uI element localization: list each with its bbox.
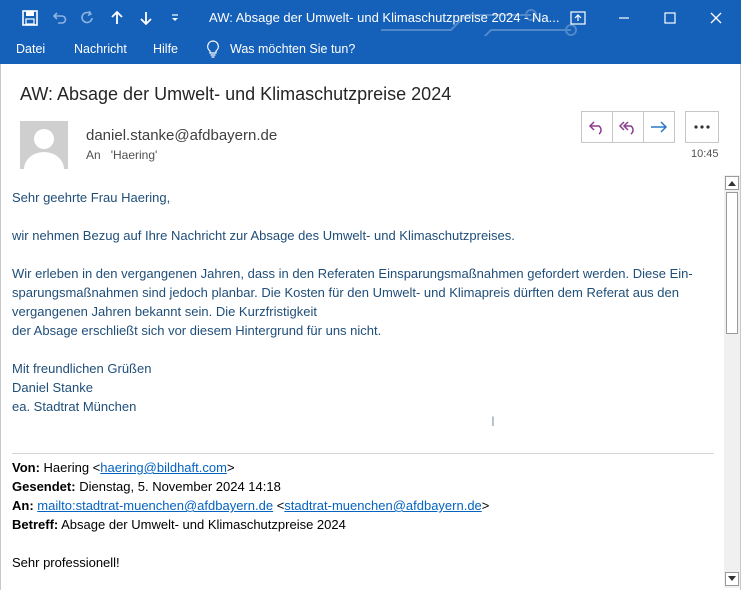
close-icon[interactable] (693, 0, 739, 36)
tell-me-label: Was möchten Sie tun? (230, 42, 356, 56)
recipient-name[interactable]: 'Haering' (110, 148, 158, 162)
redo-icon[interactable] (74, 0, 102, 36)
lightbulb-icon (206, 40, 220, 58)
minimize-icon[interactable] (601, 0, 647, 36)
to-label: An (86, 148, 101, 162)
message-subject: AW: Absage der Umwelt- und Klimaschutzpreise 2024 (20, 84, 452, 104)
save-icon[interactable] (16, 0, 44, 36)
paragraph-2-line: der Absage erschließt sich vor diesem Hintergrund für uns nicht. (12, 323, 382, 338)
vertical-scrollbar[interactable] (724, 175, 740, 588)
signature-title: ea. Stadtrat München (12, 399, 137, 414)
window-title: AW: Absage der Umwelt- und Klimaschutzpreise 2024 - Na... (209, 10, 560, 25)
message-time: 10:45 (691, 148, 719, 160)
recipient-line (86, 148, 157, 162)
menu-bar (0, 36, 741, 64)
forward-button[interactable] (643, 111, 675, 143)
paragraph-2-line: Wir erleben in den vergangenen Jahren, dass in den Referaten Einsparungsmaßnahmen gefordert werden. Diese Ein- (12, 266, 693, 281)
forward-icon (649, 119, 669, 135)
paragraph-2-line: vergangenen Jahren bekannt sein. Die Kurzfristigkeit (12, 304, 317, 319)
menu-datei[interactable]: Datei (16, 42, 46, 56)
quoted-from: Von: Haering <haering@bildhaft.com> (12, 460, 235, 475)
scroll-thumb[interactable] (726, 192, 738, 334)
customize-toolbar-icon[interactable] (161, 0, 189, 36)
scroll-down-icon[interactable] (725, 572, 739, 586)
quoted-header (12, 458, 489, 572)
quoted-subject: Betreff: Absage der Umwelt- und Klimaschutzpreise 2024 (12, 517, 346, 532)
sender-address[interactable]: daniel.stanke@afdbayern.de (86, 127, 278, 144)
undo-icon[interactable] (45, 0, 73, 36)
more-actions-button[interactable] (685, 111, 719, 143)
reading-pane (0, 64, 741, 590)
quote-divider (12, 453, 714, 454)
quoted-to: An: mailto:stadtrat-muenchen@afdbayern.de <stadtrat-muenchen@afdbayern.de> (12, 498, 490, 513)
person-icon (20, 121, 68, 169)
maximize-icon[interactable] (647, 0, 693, 36)
tell-me-box[interactable] (206, 40, 355, 58)
arrow-down-icon[interactable] (132, 0, 160, 36)
menu-hilfe[interactable]: Hilfe (153, 42, 179, 56)
reply-button[interactable] (581, 111, 613, 143)
scroll-up-icon[interactable] (725, 176, 739, 190)
ellipsis-icon (694, 125, 710, 129)
quoted-from-email[interactable]: haering@bildhaft.com (100, 460, 227, 475)
message-body (12, 188, 718, 416)
restore-ribbon-icon[interactable] (555, 0, 601, 36)
arrow-up-icon[interactable] (103, 0, 131, 36)
closing: Mit freundlichen Grüßen (12, 361, 152, 376)
reply-icon (587, 119, 607, 135)
quoted-first-line: Sehr professionell! (12, 555, 120, 570)
paragraph-1: wir nehmen Bezug auf Ihre Nachricht zur Absage des Umwelt- und Klimaschutzpreises. (12, 228, 515, 243)
greeting: Sehr geehrte Frau Haering, (12, 190, 171, 205)
text-cursor-icon: I (491, 413, 495, 429)
quoted-to-mailto[interactable]: mailto:stadtrat-muenchen@afdbayern.de (37, 498, 274, 513)
quoted-to-email[interactable]: stadtrat-muenchen@afdbayern.de (284, 498, 482, 513)
signature-name: Daniel Stanke (12, 380, 93, 395)
avatar (20, 121, 68, 169)
reply-all-icon (618, 119, 638, 135)
quoted-sent: Gesendet: Dienstag, 5. November 2024 14:18 (12, 479, 281, 494)
message-actions (582, 111, 675, 143)
paragraph-2-line: sparungsmaßnahmen sind jedoch planbar. Die Kosten für den Umwelt- und Klimapreis dürften dem Referat aus den (12, 285, 679, 300)
menu-nachricht[interactable]: Nachricht (74, 42, 127, 56)
title-bar (0, 0, 741, 36)
reply-all-button[interactable] (612, 111, 644, 143)
